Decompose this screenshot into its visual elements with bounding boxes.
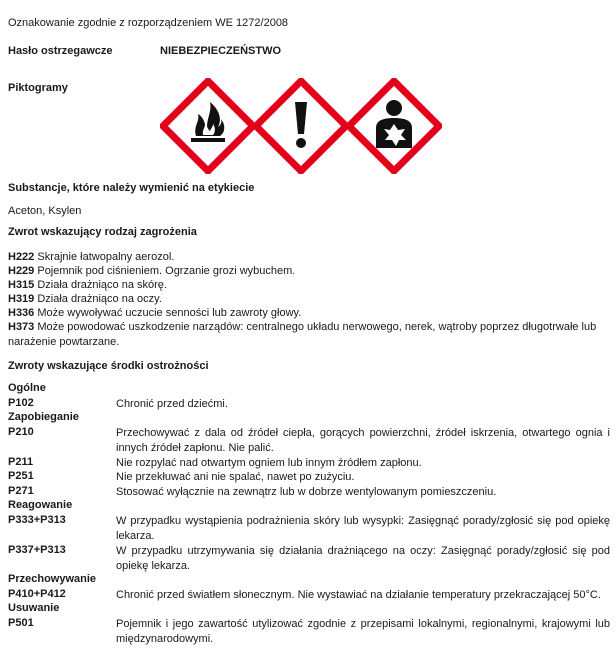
hazard-statement xyxy=(8,306,608,321)
precaution-code: P337+P313 xyxy=(8,544,66,556)
hazard-statement xyxy=(8,264,608,279)
exclamation-icon xyxy=(253,78,349,174)
pictograms-label: Piktogramy xyxy=(8,82,68,94)
precaution-text: Pojemnik i jego zawartość utylizować zgodnie z przepisami lokalnymi, regionalnymi, krajowymi lub międzynarodowymi. xyxy=(116,618,610,645)
precaution-code: P410+P412 xyxy=(8,588,66,600)
precaution-code: P210 xyxy=(8,426,34,438)
hazard-statement xyxy=(8,320,608,349)
substances-value: Aceton, Ksylen xyxy=(8,205,82,217)
regulation-line: Oznakowanie zgodnie z rozporządzeniem WE 1272/2008 xyxy=(8,17,289,29)
precaution-text: Stosować wyłącznie na zewnątrz lub w dobrze wentylowanym pomieszczeniu. xyxy=(116,486,497,498)
precaution-code: P211 xyxy=(8,456,34,468)
signal-word: NIEBEZPIECZEŃSTWO xyxy=(160,45,282,57)
section-disposal: Usuwanie xyxy=(8,602,60,614)
section-storage: Przechowywanie xyxy=(8,573,97,585)
hazard-statement xyxy=(8,250,608,265)
health-hazard-icon xyxy=(346,78,442,174)
hazard-code: H229 xyxy=(8,265,35,277)
hazard-code: H373 xyxy=(8,321,35,333)
precaution-code: P271 xyxy=(8,485,34,497)
hazard-statement xyxy=(8,278,608,293)
precaution-text: W przypadku utrzymywania się działania drażniącego na oczy: Zasięgnąć porady/zgłosić się pod opiekę lekarza. xyxy=(116,545,610,572)
precaution-text: Chronić przed dziećmi. xyxy=(116,398,228,410)
substances-title: Substancje, które należy wymienić na etykiecie xyxy=(8,182,255,194)
flame-icon xyxy=(160,78,256,174)
hazard-text: Działa drażniąco na skórę. xyxy=(34,279,167,291)
hazard-code: H315 xyxy=(8,279,35,291)
hazard-text: Pojemnik pod ciśnieniem. Ogrzanie grozi wybuchem. xyxy=(34,265,296,277)
hazard-code: H222 xyxy=(8,251,35,263)
hazard-code: H319 xyxy=(8,293,35,305)
hazard-text: Może wywoływać uczucie senności lub zawroty głowy. xyxy=(34,307,302,319)
precaution-text: Chronić przed światłem słonecznym. Nie wystawiać na działanie temperatury przekraczającej 50°C. xyxy=(116,589,601,601)
precautions-title: Zwroty wskazujące środki ostrożności xyxy=(8,360,209,372)
hazard-text: Skrajnie łatwopalny aerozol. xyxy=(34,251,175,263)
section-response: Reagowanie xyxy=(8,499,73,511)
precaution-code: P102 xyxy=(8,397,34,409)
precaution-text: W przypadku wystąpienia podrażnienia skóry lub wysypki: Zasięgnąć porady/zgłosić się pod opiekę lekarza. xyxy=(116,515,610,542)
hazard-text: Działa drażniąco na oczy. xyxy=(34,293,162,305)
signal-word-label: Hasło ostrzegawcze xyxy=(8,45,113,57)
section-prevention: Zapobieganie xyxy=(8,411,79,423)
precaution-text: Nie rozpylać nad otwartym ogniem lub innym źródłem zapłonu. xyxy=(116,457,422,469)
hazard-text: Może powodować uszkodzenie narządów: centralnego układu nerwowego, nerek, wątroby poprzez długotrwałe lub narażenie powtarzane. xyxy=(8,321,597,348)
hazards-title: Zwrot wskazujący rodzaj zagrożenia xyxy=(8,226,197,238)
precaution-code: P251 xyxy=(8,470,34,482)
precaution-code: P501 xyxy=(8,617,34,629)
section-general: Ogólne xyxy=(8,382,46,394)
precaution-text: Nie przekłuwać ani nie spalać, nawet po zużyciu. xyxy=(116,471,355,483)
hazard-code: H336 xyxy=(8,307,35,319)
hazard-statement xyxy=(8,292,608,307)
precaution-text: Przechowywać z dala od źródeł ciepła, gorących powierzchni, źródeł iskrzenia, otwartego ognia i innych źródeł zapłonu. Nie palić. xyxy=(116,427,610,454)
precaution-code: P333+P313 xyxy=(8,514,66,526)
